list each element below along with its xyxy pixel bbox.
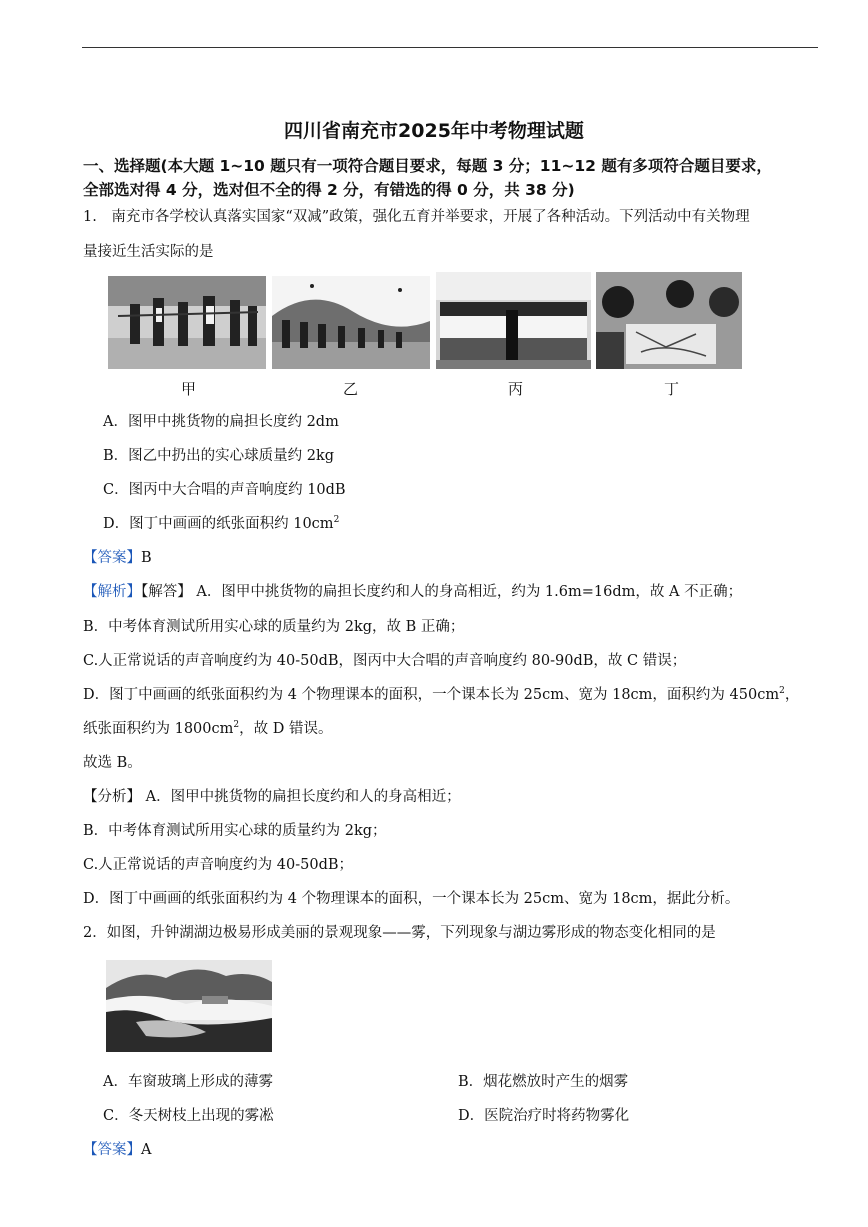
section-heading-line2: 全部选对得 4 分，选对但不全的得 2 分，有错选的得 0 分，共 38 分) (83, 181, 575, 199)
q2-stem: 2．如图，升钟湖湖边极易形成美丽的景观现象——雾，下列现象与湖边雾形成的物态变化相同的是 (83, 925, 716, 941)
q2-answer: 【答案】A (83, 1142, 152, 1158)
photo-jia (108, 276, 266, 369)
answer-tag: 【答案】 (83, 1142, 141, 1158)
q1-stem-line2: 量接近生活实际的是 (83, 244, 214, 260)
q1-explanation-2: B．中考体育测试所用实心球的质量约为 2kg，故 B 正确； (83, 619, 465, 635)
photo-bing (436, 272, 591, 369)
q1-analysis-2: B．中考体育测试所用实心球的质量约为 2kg； (83, 823, 387, 839)
q2-option-d: D．医院治疗时将药物雾化 (458, 1108, 630, 1124)
q1-option-b: B．图乙中扔出的实心球质量约 2kg (103, 448, 335, 464)
answer-tag: 【答案】 (83, 550, 141, 566)
q1-explanation-6: 故选 B。 (83, 755, 142, 771)
q1-option-d: D．图丁中画画的纸张面积约 $10cm^2$ (103, 515, 340, 532)
q1-analysis-3: C.人正常说话的声音响度约为 40-50dB； (83, 857, 354, 873)
q2-option-a: A．车窗玻璃上形成的薄雾 (103, 1074, 273, 1090)
q1-analysis-4: D．图丁中画画的纸张面积约为 4 个物理课本的面积，一个课本长为 25cm、宽为 18cm，据此分析。 (83, 891, 740, 907)
q1-stem-line1: 1. 南充市各学校认真落实国家“双减”政策，强化五育并举要求，开展了各种活动。下列活动中有关物理 (83, 209, 750, 225)
analysis-tag: 【解析】 (83, 584, 141, 600)
q1-analysis-1: 【分析】 A．图甲中挑货物的扁担长度约和人的身高相近； (83, 789, 461, 805)
q1-answer: 【答案】B (83, 550, 152, 566)
caption-ding: 丁 (664, 380, 680, 398)
photo-lake-fog (106, 960, 272, 1052)
q2-option-b: B．烟花燃放时产生的烟雾 (458, 1074, 629, 1090)
caption-jia: 甲 (181, 380, 197, 398)
q1-explanation-1: 【解析】【解答】 A．图甲中挑货物的扁担长度约和人的身高相近，约为 1.6m=16dm，故 A 不正确； (83, 584, 743, 600)
caption-yi: 乙 (343, 380, 359, 398)
section-heading-line1: 一、选择题(本大题 1~10 题只有一项符合题目要求，每题 3 分；11~12 题有多项符合题目要求， (83, 157, 772, 175)
q1-option-a: A．图甲中挑货物的扁担长度约 2dm (103, 414, 339, 430)
q1-explanation-4: D．图丁中画画的纸张面积约为 4 个物理课本的面积，一个课本长为 25cm、宽为 18cm，面积约为 $450cm^2$， (83, 686, 800, 703)
q1-explanation-5: 纸张面积约为 $1800cm^2$，故 D 错误。 (83, 720, 333, 737)
photo-ding (596, 272, 742, 369)
header-rule (82, 47, 818, 48)
q1-explanation-3: C.人正常说话的声音响度约为 40-50dB，图丙中大合唱的声音响度约 80-90dB，故 C 错误； (83, 653, 687, 669)
photo-yi (272, 276, 430, 369)
page-title: 四川省南充市2025年中考物理试题 (284, 120, 584, 142)
q1-option-c: C．图丙中大合唱的声音响度约 10dB (103, 482, 346, 498)
caption-bing: 丙 (508, 380, 524, 398)
q2-option-c: C．冬天树枝上出现的雾凇 (103, 1108, 274, 1124)
